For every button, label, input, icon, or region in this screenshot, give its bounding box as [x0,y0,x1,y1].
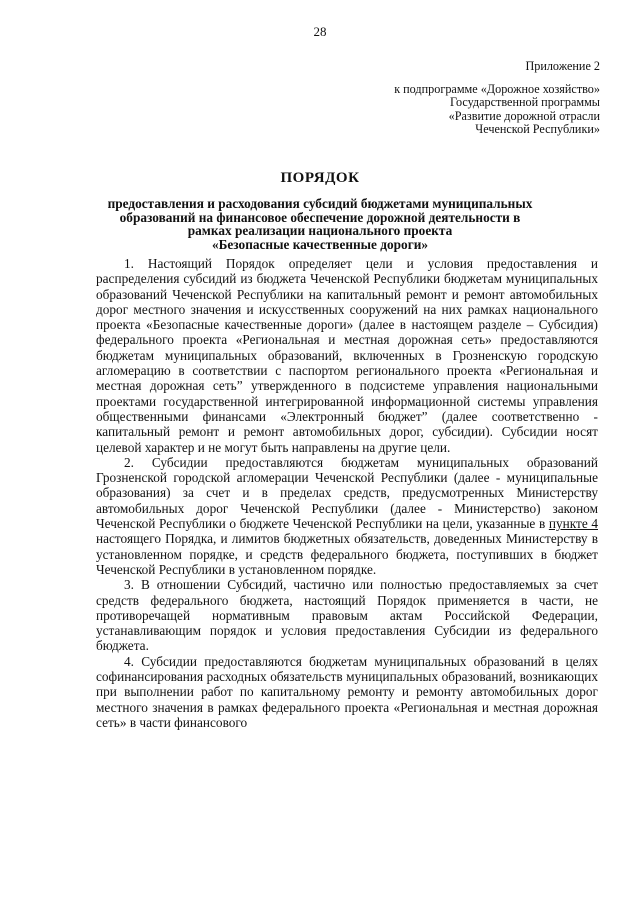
paragraph-4: 4. Субсидии предоставляются бюджетам муниципальных образований в целях софинансирования расходных обязательств муниципальных образований, возникающих при выполнении работ по капитальному ремонту и ремонту автомобильных дорог местного значения в рамках федерального проекта «Региональная и местная дорожная сеть» в части финансового [96,653,598,730]
document-body [96,256,598,730]
appendix-block [280,60,600,136]
heading-subtitle-line: образований на финансовое обеспечение дорожной деятельности в [119,209,521,225]
document-heading [60,170,580,251]
heading-subtitle-line: предоставления и расходования субсидий бюджетами муниципальных [107,196,533,211]
paragraph-2 [96,455,598,577]
paragraph-1: 1. Настоящий Порядок определяет цели и условия предоставления и распределения субсидий из бюджета Чеченской Республики бюджетам муниципальных образований Чеченской Республики на капитальный ремонт и ремонт автомобильных дорог местного значения и искусственных сооружений на них рамках национального проекта «Безопасные качественные дороги» (далее в настоящем разделе – Субсидия) федерального проекта «Региональная и местная дорожная сеть» предоставляются бюджетам муниципальных образований, включенных в Грозненскую городскую агломерацию в соответствии с паспортом регионального проекта «Региональная и местная дорожная сеть” утвержденного в подсистеме управления национальными проектами государственной интегрированной информационной системы управления общественными финансами «Электронный бюджет” (далее соответственно - капитальный ремонт и ремонт автомобильных дорог, субсидии). Субсидии носят целевой характер и не могут быть направлены на другие цели. [96,256,598,455]
appendix-line: «Развитие дорожной отрасли [448,108,600,123]
heading-title: ПОРЯДОК [280,170,360,186]
page-number: 28 [313,24,327,39]
appendix-title: Приложение 2 [525,59,600,73]
clause-4-link[interactable]: пункте 4 [548,516,598,532]
paragraph-3: 3. В отношении Субсидий, частично или полностью предоставляемых за счет средств федерального бюджета, настоящий Порядок применяется в части, не противоречащей нормативным правовым актам Российской Федерации, устанавливающим порядок и условия предоставления Субсидии из федерального бюджета. [96,577,598,654]
appendix-line: Чеченской Республики» [475,121,600,136]
heading-subtitle-line: рамках реализации национального проекта [187,223,453,239]
appendix-line: к подпрограмме «Дорожное хозяйство» [394,82,600,97]
paragraph-2-text-end: настоящего Порядка, и лимитов бюджетных обязательств, доведенных Министерству в установленном порядке, и средств федерального бюджета, поступивших в бюджет Чеченской Республики в установленном порядке. [96,531,598,577]
appendix-line: Государственной программы [449,95,600,110]
heading-subtitle-line: «Безопасные качественные дороги» [211,236,429,252]
paragraph-2-text: 2. Субсидии предоставляются бюджетам муниципальных образований Грозненской городской агломерации Чеченской Республики (далее - муниципальные образования) за счет и в пределах средств, предусмотренных Министерству автомобильных дорог Чеченской Республики (далее - Министерство) законом Чеченской Республики о бюджете Чеченской Республики на цели, указанные в [96,454,598,532]
